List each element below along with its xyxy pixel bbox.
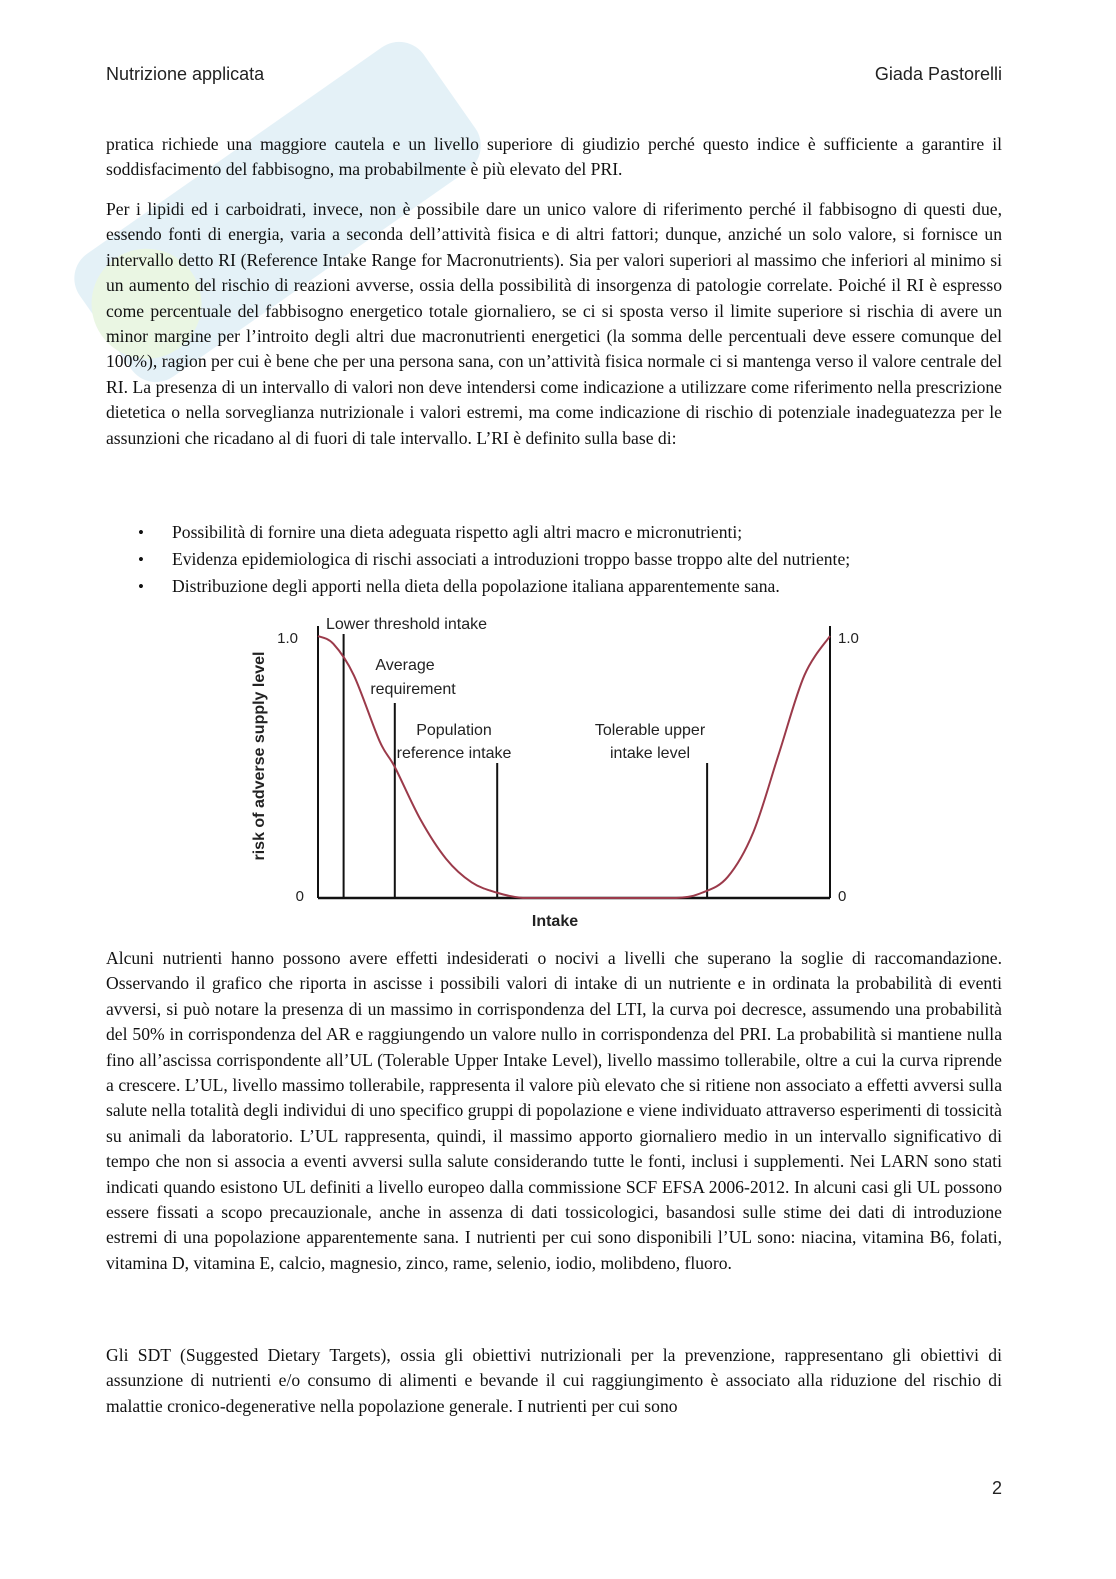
- y-tick-left-bottom: 0: [295, 888, 304, 905]
- paragraph-3: Alcuni nutrienti hanno possono avere effetti indesiderati o nocivi a livelli che superano la soglie di raccomandazione. Osservando il grafico che riporta in ascisse i possibili valori di intake di un nutriente e in ordinata la probabilità di eventi avversi, si può notare la presenza di un massimo in corrispondenza del LTI, la curva poi decresce, assumendo una probabilità del 50% in corrispondenza del AR e raggiungendo un valore nullo in corrispondenza del PRI. La probabilità si mantiene nulla fino all’ascissa corrispondente all’UL (Tolerable Upper Intake Level), livello massimo tollerabile, oltre a cui la curva riprende a crescere. L’UL, livello massimo tollerabile, rappresenta il valore più elevato che si ritiene non associato a effetti avversi sulla salute nella totalità degli individui di uno specifico gruppi di popolazione e viene individuato attraverso esperimenti di tossicità su animali da laboratorio. L’UL rappresenta, quindi, il massimo apporto giornaliero medio in un intervallo significativo di tempo che non si associa a eventi avversi sulla salute considerando tutte le fonti, inclusi i supplementi. Nei LARN sono stati indicati quando esistono UL definiti a livello europeo dalla commissione SCF EFSA 2006-2012. In alcuni casi gli UL possono essere fissati a scopo precauzionale, anche in assenza di dati tossicologici, basandosi sulle stime dei dati di introduzione estremi di una popolazione apparentemente sana. I nutrienti per cui sono disponibili l’UL sono: niacina, vitamina B6, folati, vitamina D, vitamina E, calcio, magnesio, zinco, rame, selenio, iodio, molibdeno, fluoro.: [106, 948, 1002, 1273]
- y-tick-right-top: 1.0: [838, 630, 859, 647]
- label-average-requirement-1: Average: [375, 657, 435, 674]
- list-item: • Possibilità di fornire una dieta adeguata rispetto agli altri macro e micronutrienti;: [106, 519, 1002, 546]
- label-lower-threshold: Lower threshold intake: [326, 616, 487, 633]
- paragraph-1: pratica richiede una maggiore cautela e un livello superiore di giudizio perché questo indice è sufficiente a garantire il soddisfacimento del fabbisogno, ma probabilmente è più elevato del PRI.: [106, 134, 1002, 180]
- label-tolerable-upper-1: Tolerable upper: [594, 722, 706, 739]
- page-number: 2: [991, 1478, 1002, 1498]
- ri-criteria-list: [106, 519, 1002, 600]
- label-population-reference-1: Population: [416, 722, 492, 739]
- list-item: • Distribuzione degli apporti nella dieta della popolazione italiana apparentemente sana.: [106, 573, 1002, 600]
- risk-curve-chart: [240, 606, 880, 936]
- list-item: • Evidenza epidemiologica di rischi associati a introduzioni troppo basse troppo alte del nutriente;: [106, 546, 1002, 573]
- label-tolerable-upper-2: intake level: [609, 745, 691, 762]
- x-axis-label: Intake: [531, 913, 579, 930]
- paragraph-4: Gli SDT (Suggested Dietary Targets), ossia gli obiettivi nutrizionali per la prevenzione, rappresentano gli obiettivi di assunzione di nutrienti e/o consumo di alimenti e bevande il cui raggiungimento è associato alla riduzione del rischio di malattie cronico-degenerative nella popolazione generale. I nutrienti per cui sono: [106, 1345, 1002, 1416]
- page-header: [106, 64, 1002, 94]
- header-course-title: Nutrizione applicata: [106, 64, 265, 84]
- y-tick-left-top: 1.0: [277, 630, 298, 647]
- y-tick-right-bottom: 0: [838, 888, 847, 905]
- label-average-requirement-2: requirement: [370, 681, 456, 698]
- label-population-reference-2: reference intake: [396, 745, 512, 762]
- header-author: Giada Pastorelli: [874, 64, 1002, 84]
- paragraph-2: Per i lipidi ed i carboidrati, invece, non è possibile dare un unico valore di riferimento perché il fabbisogno di questi due, essendo fonti di energia, varia a seconda dell’attività fisica e di altri fattori; dunque, anziché un solo valore, si fornisce un intervallo detto RI (Reference Intake Range for Macronutrients). Sia per valori superiori al massimo che inferiori al minimo si un aumento del rischio di reazioni avverse, ossia della possibilità di insorgenza di patologie correlate. Poiché il RI è espresso come percentuale del fabbisogno energetico totale giornaliero, se ci si sposta verso il limite superiore si rischia di avere un minor margine per l’introito degli altri due macronutrienti energetici (la somma delle percentuali deve essere comunque del 100%), ragion per cui è bene che per una persona sana, con un’attività fisica normale ci si mantenga verso il valore centrale del RI. La presenza di un intervallo di valori non deve intendersi come indicazione a utilizzare come riferimento nella prescrizione dietetica o nella sorveglianza nutrizionale i valori estremi, ma come indicazione di rischio di potenziale inadeguatezza per le assunzioni che ricadano al di fuori di tale intervallo. L’RI è definito sulla base di:: [106, 199, 1002, 448]
- y-axis-label: risk of adverse supply level: [251, 651, 268, 861]
